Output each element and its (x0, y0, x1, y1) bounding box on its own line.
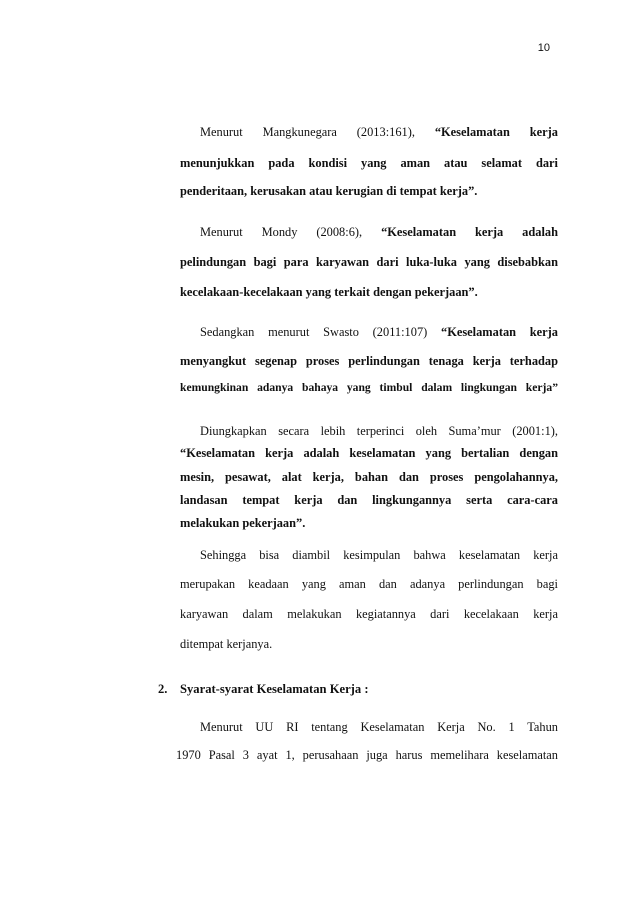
paragraph-4-line-4: landasan tempat kerja dan lingkungannya serta cara-cara (180, 493, 558, 507)
page-number: 10 (537, 42, 550, 54)
paragraph-3-line-1: Sedangkan menurut Swasto (2011:107) “Keselamatan kerja (200, 325, 558, 339)
paragraph-5-line-1: Sehingga bisa diambil kesimpulan bahwa keselamatan kerja (200, 548, 558, 562)
paragraph-3-line-3: kemungkinan adanya bahaya yang timbul dalam lingkungan kerja” (180, 381, 558, 394)
paragraph-4-line-1: Diungkapkan secara lebih terperinci oleh Suma’mur (2001:1), (200, 424, 558, 438)
paragraph-3-line-2: menyangkut segenap proses perlindungan tenaga kerja terhadap (180, 354, 558, 368)
paragraph-5-line-3: karyawan dalam melakukan kegiatannya dari kecelakaan kerja (180, 607, 558, 621)
paragraph-4-line-2: “Keselamatan kerja adalah keselamatan yang bertalian dengan (180, 446, 558, 460)
paragraph-1-line-2: menunjukkan pada kondisi yang aman atau selamat dari (180, 156, 558, 170)
paragraph-2-line-3: kecelakaan-kecelakaan yang terkait dengan pekerjaan”. (180, 285, 478, 299)
paragraph-4-line-5: melakukan pekerjaan”. (180, 516, 306, 530)
section-heading (158, 682, 369, 697)
paragraph-5-line-4: ditempat kerjanya. (180, 637, 273, 651)
section-paragraph-line-2: 1970 Pasal 3 ayat 1, perusahaan juga harus memelihara keselamatan (176, 748, 558, 762)
paragraph-5-line-2: merupakan keadaan yang aman dan adanya perlindungan bagi (180, 577, 558, 591)
paragraph-1-line-1: Menurut Mangkunegara (2013:161), “Keselamatan kerja (200, 125, 558, 139)
paragraph-4-line-3: mesin, pesawat, alat kerja, bahan dan proses pengolahannya, (180, 470, 558, 484)
section-paragraph-line-1: Menurut UU RI tentang Keselamatan Kerja No. 1 Tahun (200, 720, 558, 734)
paragraph-1-line-3: penderitaan, kerusakan atau kerugian di tempat kerja”. (180, 184, 478, 198)
section-number: 2. (158, 682, 168, 696)
paragraph-2-line-2: pelindungan bagi para karyawan dari luka-luka yang disebabkan (180, 255, 558, 269)
paragraph-2-line-1: Menurut Mondy (2008:6), “Keselamatan kerja adalah (200, 225, 558, 239)
section-title: Syarat-syarat Keselamatan Kerja : (180, 682, 369, 696)
